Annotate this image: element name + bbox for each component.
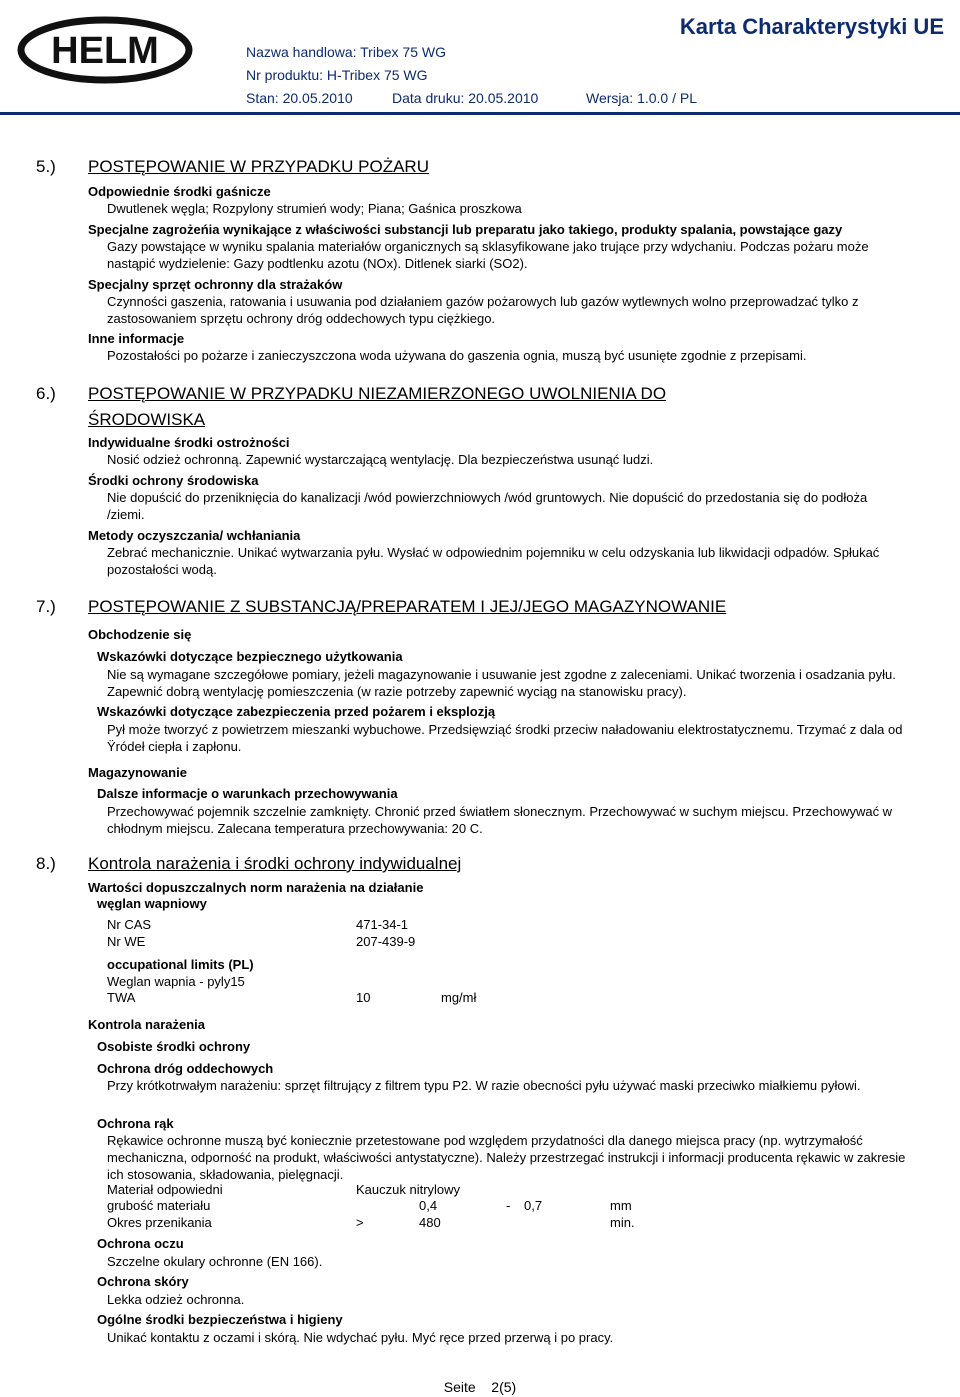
header-rule	[0, 112, 960, 115]
we-value: 207-439-9	[356, 934, 416, 949]
other-info-text: Pozostałości po pożarze i zanieczyszczona woda używana do gaszenia ognia, muszą być usunięte zgodnie z przepisami.	[107, 348, 807, 363]
eye-protection-text: Szczelne okulary ochronne (EN 166).	[107, 1254, 323, 1269]
safe-handling-label: Wskazówki dotyczące bezpiecznego użytkowania	[97, 649, 403, 664]
material-label: Materiał odpowiedni	[107, 1182, 223, 1197]
storage-conditions-text: Przechowywać pojemnik szczelnie zamknięty. Chronić przed światłem słonecznym. Przechowywać w suchym miejscu. Przechowywać w chłodnym miejscu. Zalecana temperatura przechowywania: 20 C.	[107, 804, 893, 836]
helm-logo	[16, 16, 194, 84]
logo-text: HELM	[51, 30, 159, 72]
document-title: Karta Charakterystyki UE	[679, 14, 944, 39]
breakthrough-value: 480	[419, 1215, 441, 1230]
thickness-unit: mm	[610, 1198, 632, 1213]
thickness-min: 0,4	[419, 1198, 438, 1213]
substance-name: węglan wapniowy	[97, 896, 207, 911]
special-hazards-text: Gazy powstające w wyniku spalania materiałów organicznych są sklasyfikowane jako trujące przy wdychaniu. Podczas pożaru może nastąpić wydzielenie: Gazy podtlenku azotu (NOx). Ditlenek siarki (SO2).	[107, 239, 869, 271]
we-label: Nr WE	[107, 934, 146, 949]
section-7-number: 7.)	[36, 597, 56, 616]
eye-protection-label: Ochrona oczu	[97, 1236, 184, 1251]
extinguishing-media-text: Dwutlenek węgla; Rozpylony strumień wody; Piana; Gaśnica proszkowa	[107, 201, 522, 216]
cas-value: 471-34-1	[356, 917, 409, 932]
cleanup-methods-label: Metody oczyszczania/ wchłaniania	[88, 528, 301, 543]
cleanup-methods-text: Zebrać mechanicznie. Unikać wytwarzania pyłu. Wysłać w odpowiednim pojemniku w celu odzyskania lub likwidacji odpadów. Spłukać pozostałości wodą.	[107, 545, 880, 577]
page-footer	[0, 1379, 960, 1395]
breakthrough-operator: >	[356, 1215, 364, 1230]
storage-label: Magazynowanie	[88, 765, 187, 780]
safe-handling-text: Nie są wymagane szczegółowe pomiary, jeżeli magazynowanie i usuwanie jest zgodne z zaleceniami. Unikać tworzenia i osadzania pyłu. Zapewnić dobrą wentylację pomieszczenia (w razie potrzeby zapewnić wyciąg na stanowisku pracy).	[107, 667, 896, 699]
twa-label: TWA	[107, 990, 136, 1005]
exposure-limits-label: Wartości dopuszczalnych norm narażenia na działanie	[88, 880, 424, 895]
personal-precautions-label: Indywidualne środki ostrożności	[88, 435, 290, 450]
thickness-max: 0,7	[524, 1198, 543, 1213]
env-precautions-text: Nie dopuścić do przeniknięcia do kanalizacji /wód powierzchniowych /wód gruntowych. Nie dopuścić do przedostania się do podłoża /ziemi.	[107, 490, 868, 522]
section-7-title: POSTĘPOWANIE Z SUBSTANCJĄ/PREPARATEM I JEJ/JEGO MAGAZYNOWANIE	[88, 597, 727, 616]
hygiene-label: Ogólne środki bezpieczeństwa i higieny	[97, 1312, 343, 1327]
occupational-limits-label: occupational limits (PL)	[107, 957, 254, 972]
oel-substance: Weglan wapnia - pyly15	[107, 974, 245, 989]
section-5-title: POSTĘPOWANIE W PRZYPADKU POŻARU	[88, 157, 429, 176]
hand-protection-label: Ochrona rąk	[97, 1116, 174, 1131]
product-number: Nr produktu: H-Tribex 75 WG	[246, 67, 428, 83]
exposure-control-label: Kontrola narażenia	[88, 1017, 206, 1032]
thickness-dash: -	[506, 1198, 511, 1213]
status-date: Stan: 20.05.2010	[246, 90, 353, 106]
version: Wersja: 1.0.0 / PL	[586, 90, 698, 106]
respiratory-protection-text: Przy krótkotrwałym narażeniu: sprzęt filtrujący z filtrem typu P2. W razie obecności pyłu używać maski przeciwko miałkiemu pyłowi.	[107, 1078, 861, 1093]
section-6-title-line1: POSTĘPOWANIE W PRZYPADKU NIEZAMIERZONEGO UWOLNIENIA DO	[88, 384, 667, 403]
section-8-title: Kontrola narażenia i środki ochrony indywidualnej	[88, 854, 462, 873]
extinguishing-media-label: Odpowiednie środki gaśnicze	[88, 184, 271, 199]
firefighter-equipment-text: Czynności gaszenia, ratowania i usuwania pod działaniem gazów pożarowych lub gazów wytlewnych wolno przeprowadzać tylko z zastosowaniem sprzętu ochrony dróg oddechowych typu ciężkiego.	[107, 294, 859, 326]
material-value: Kauczuk nitrylowy	[356, 1182, 461, 1197]
breakthrough-unit: min.	[610, 1215, 635, 1230]
special-hazards-label: Specjalne zagrożeńia wynikające z właściwości substancji lub preparatu jako takiego, produkty spalania, powstające gazy	[88, 222, 843, 237]
skin-protection-text: Lekka odzież ochronna.	[107, 1292, 245, 1307]
handling-label: Obchodzenie się	[88, 627, 192, 642]
hygiene-text: Unikać kontaktu z oczami i skórą. Nie wdychać pyłu. Myć ręce przed przerwą i po pracy.	[107, 1330, 614, 1345]
fire-explosion-text: Pył może tworzyć z powietrzem mieszanki wybuchowe. Przedsięwziąć środki przeciw naładowaniu elektrostatycznemu. Trzymać z dala od Ÿródeł ciepła i zapłonu.	[107, 722, 903, 754]
thickness-label: grubość materiału	[107, 1198, 211, 1213]
section-8-number: 8.)	[36, 854, 56, 873]
breakthrough-label: Okres przenikania	[107, 1215, 212, 1230]
twa-unit: mg/mł	[441, 990, 477, 1005]
trade-name: Nazwa handlowa: Tribex 75 WG	[246, 44, 446, 60]
respiratory-protection-label: Ochrona dróg oddechowych	[97, 1061, 274, 1076]
storage-conditions-label: Dalsze informacje o warunkach przechowywania	[97, 786, 398, 801]
section-5-number: 5.)	[36, 157, 56, 176]
fire-explosion-label: Wskazówki dotyczące zabezpieczenia przed pożarem i eksplozją	[97, 704, 496, 719]
twa-value: 10	[356, 990, 371, 1005]
page-label: Seite	[443, 1379, 476, 1395]
section-6-title-line2: ŚRODOWISKA	[88, 410, 206, 429]
print-date: Data druku: 20.05.2010	[392, 90, 539, 106]
cas-label: Nr CAS	[107, 917, 152, 932]
page-number: 2(5)	[491, 1379, 517, 1395]
firefighter-equipment-label: Specjalny sprzęt ochronny dla strażaków	[88, 277, 343, 292]
skin-protection-label: Ochrona skóry	[97, 1274, 189, 1289]
personal-precautions-text: Nosić odzież ochronną. Zapewnić wystarczającą wentylację. Dla bezpieczeństwa usunąć ludzi.	[107, 452, 654, 467]
other-info-label: Inne informacje	[88, 331, 185, 346]
section-6-number: 6.)	[36, 384, 56, 403]
hand-protection-text: Rękawice ochronne muszą być koniecznie przetestowane pod względem przydatności dla danego miejsca pracy (np. wytrzymałość mechaniczna, odporność na produkt, właściwości antystatyczne). Należy przestrzegać instrukcji i informacji producenta rękawic w zakresie ich stosowania, składowania, pielęgnacji.	[107, 1133, 906, 1182]
ppe-label: Osobiste środki ochrony	[97, 1039, 251, 1054]
env-precautions-label: Środki ochrony środowiska	[88, 473, 259, 488]
